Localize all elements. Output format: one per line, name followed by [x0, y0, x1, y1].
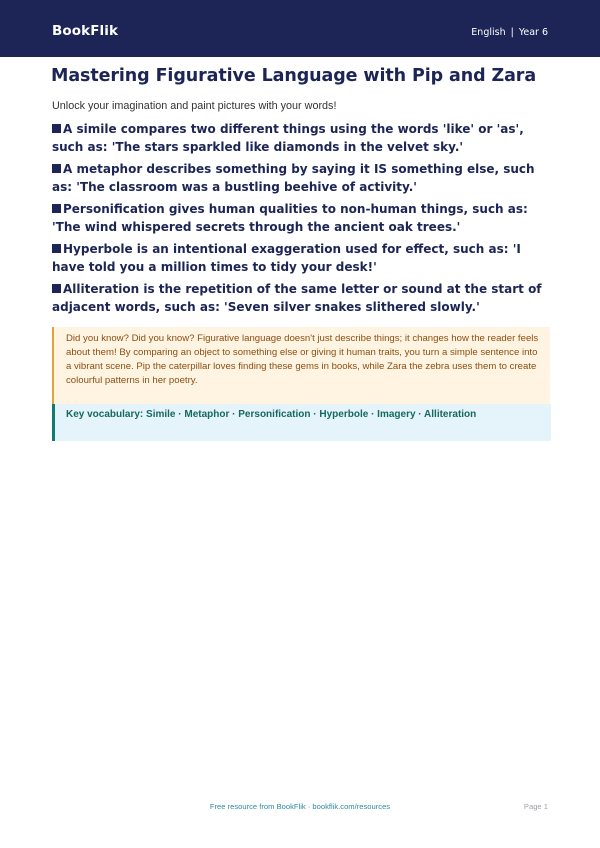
page-title: Mastering Figurative Language with Pip and Zara [51, 66, 537, 86]
point-text: Personification gives human qualities to non-human things, such as: 'The wind whispered secrets through the ancient oak trees.' [52, 202, 528, 234]
subject-label: English [471, 27, 506, 38]
point-text: A simile compares two different things using the words 'like' or 'as', such as: 'The stars sparkled like diamonds in the velvet sky.' [52, 122, 524, 154]
bullet-square-icon [52, 164, 61, 173]
point-text: A metaphor describes something by saying it IS something else, such as: 'The classroom was a bustling beehive of activity.' [52, 162, 535, 194]
year-label: Year 6 [518, 27, 548, 38]
header-bar [0, 0, 600, 57]
vocabulary-box [55, 404, 551, 441]
bullet-square-icon [52, 124, 61, 133]
brand-logo[interactable]: BookFlik [52, 23, 119, 39]
page-subtitle: Unlock your imagination and paint pictures with your words! [52, 100, 337, 112]
list-item [52, 241, 552, 276]
bullet-square-icon [52, 284, 61, 293]
info-callout [52, 327, 551, 441]
point-text: Hyperbole is an intentional exaggeration used for effect, such as: 'I have told you a million times to tidy your desk!' [52, 242, 521, 274]
footer-credit-link[interactable]: Free resource from BookFlik · bookflik.com/resources [209, 802, 391, 811]
bullet-square-icon [52, 244, 61, 253]
did-you-know-note [52, 327, 550, 404]
list-item [52, 161, 552, 196]
list-item [52, 121, 552, 156]
note-text: Did you know? Did you know? Figurative language doesn't just describe things; it changes how the reader feels about them! By comparing an object to something else or giving it human traits, you turn a simple sentence into a vibrant scene. Pip the caterpillar loves finding these gems in books, while Zara the zebra uses them to create colourful patterns in her poetry. [66, 333, 539, 386]
list-item [52, 281, 552, 316]
vocabulary-text: Key vocabulary: Simile · Metaphor · Personification · Hyperbole · Imagery · Alliteration [66, 409, 477, 420]
point-text: Alliteration is the repetition of the same letter or sound at the start of adjacent words, such as: 'Seven silver snakes slithered slowly.' [52, 282, 542, 314]
page-number: Page 1 [523, 802, 548, 811]
meta-separator: | [510, 27, 514, 38]
key-points-list [52, 121, 552, 321]
bullet-square-icon [52, 204, 61, 213]
subject-meta [471, 27, 548, 38]
list-item [52, 201, 552, 236]
